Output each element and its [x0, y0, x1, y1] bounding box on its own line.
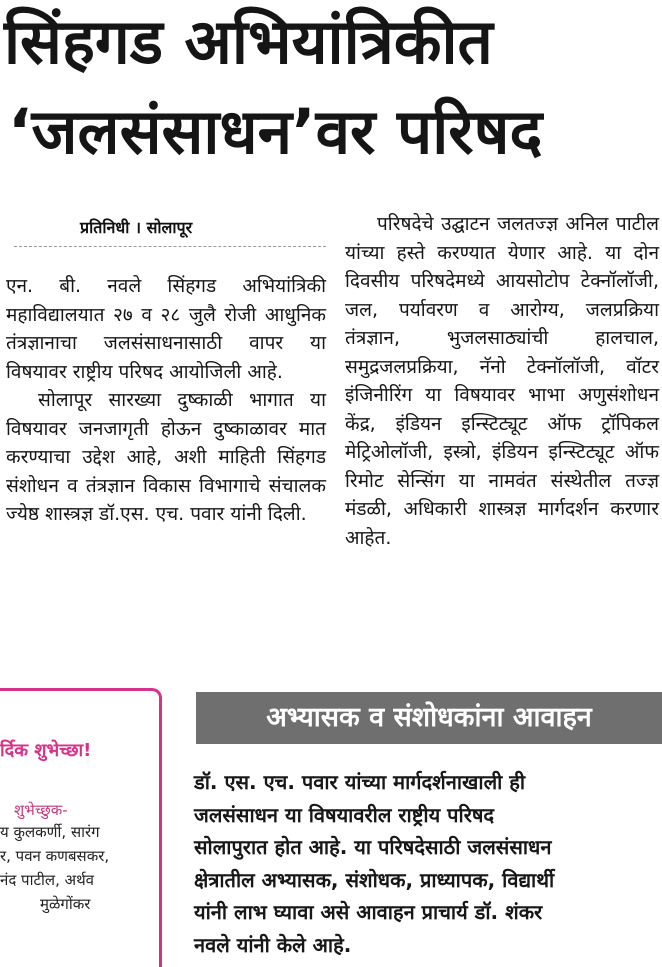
appeal-line: जलसंसाधन या विषयावरील राष्ट्रीय परिषद — [194, 802, 495, 827]
article-paragraph: परिषदेचे उद्घाटन जलतज्ज्ञ अनिल पाटील यांच्या हस्ते करण्यात येणार आहे. या दोन दिवसीय परिषदेमध्ये आयसोटोप टेक्नॉलॉजी, जल, पर्यावरण व आरोग्य, जलप्रक्रिया तंत्रज्ञान, भुजलसाठ्यांची हालचाल, समुद्रजलप्रक्रिया, नॅनो टेक्नॉलॉजी, वॉटर इंजिनीरिंग या विषयावर भाभा अणुसंशोधन केंद्र, इंडियन इन्स्टिट्यूट ऑफ ट्रॉपिकल मेट्रिओलॉजी, इस्त्रो, इंडियन इन्स्टिट्यूट ऑफ रिमोट सेन्सिंग या नामवंत संस्थेतील तज्ज्ञ मंडळी, अधिकारी शास्त्रज्ञ मार्गदर्शन करणार आहेत. — [345, 213, 659, 549]
greeting-ad-title: र्दिक शुभेच्छा! — [0, 740, 92, 761]
byline: प्रतिनिधी । सोलापूर — [80, 218, 193, 237]
article-paragraph: सोलापूर सारख्या दुष्काळी भागात या विषयावर जनजागृती होऊन दुष्काळावर मात करण्याचा उद्देश आहे, अशी माहिती सिंहगड संशोधन व तंत्रज्ञान विकास विभागाचे संचालक ज्येष्ठ शास्त्रज्ञ डॉ.एस. एच. पवार यांनी दिली. — [6, 389, 326, 525]
headline-line-1: सिंहगड अभियांत्रिकीत — [4, 5, 493, 78]
appeal-line: सोलापुरात होत आहे. या परिषदेसाठी जलसंसाधन — [194, 835, 552, 859]
greeting-ad-name-line: नंद पाटील, अर्थव — [0, 871, 94, 889]
appeal-line: नवले यांनी केले आहे. — [194, 932, 352, 957]
appeal-line: यांनी लाभ घ्यावा असे आवाहन प्राचार्य डॉ. शंकर — [194, 900, 543, 924]
article-left-column — [6, 272, 326, 529]
byline-divider — [14, 246, 326, 247]
appeal-line: डॉ. एस. एच. पवार यांच्या मार्गदर्शनाखाली ही — [194, 770, 526, 794]
greeting-ad-name-line: र, पवन कणबसकर, — [0, 847, 110, 865]
appeal-line: क्षेत्रातील अभ्यासक, संशोधक, प्राध्यापक, विद्यार्थी — [194, 867, 555, 892]
appeal-text — [194, 766, 660, 961]
greeting-ad-name-line: य कुलकर्णी, सारंग — [0, 823, 100, 841]
greeting-ad-names — [0, 820, 150, 916]
headline-line-2: ‘जलसंसाधन’वर परिषद — [8, 95, 543, 168]
article-paragraph: एन. बी. नवले सिंहगड अभियांत्रिकी महाविद्यालयात २७ व २८ जुलै रोजी आधुनिक तंत्रज्ञानाचा जलसंसाधनासाठी वापर या विषयावर राष्ट्रीय परिषद आयोजिली आहे. — [6, 275, 326, 383]
appeal-banner: अभ्यासक व संशोधकांना आवाहन — [196, 692, 662, 744]
greeting-ad-subtitle: शुभेच्छुक- — [14, 801, 68, 819]
greeting-ad-name-line: मुळेगोंकर — [40, 895, 91, 913]
article-right-column — [345, 210, 659, 552]
